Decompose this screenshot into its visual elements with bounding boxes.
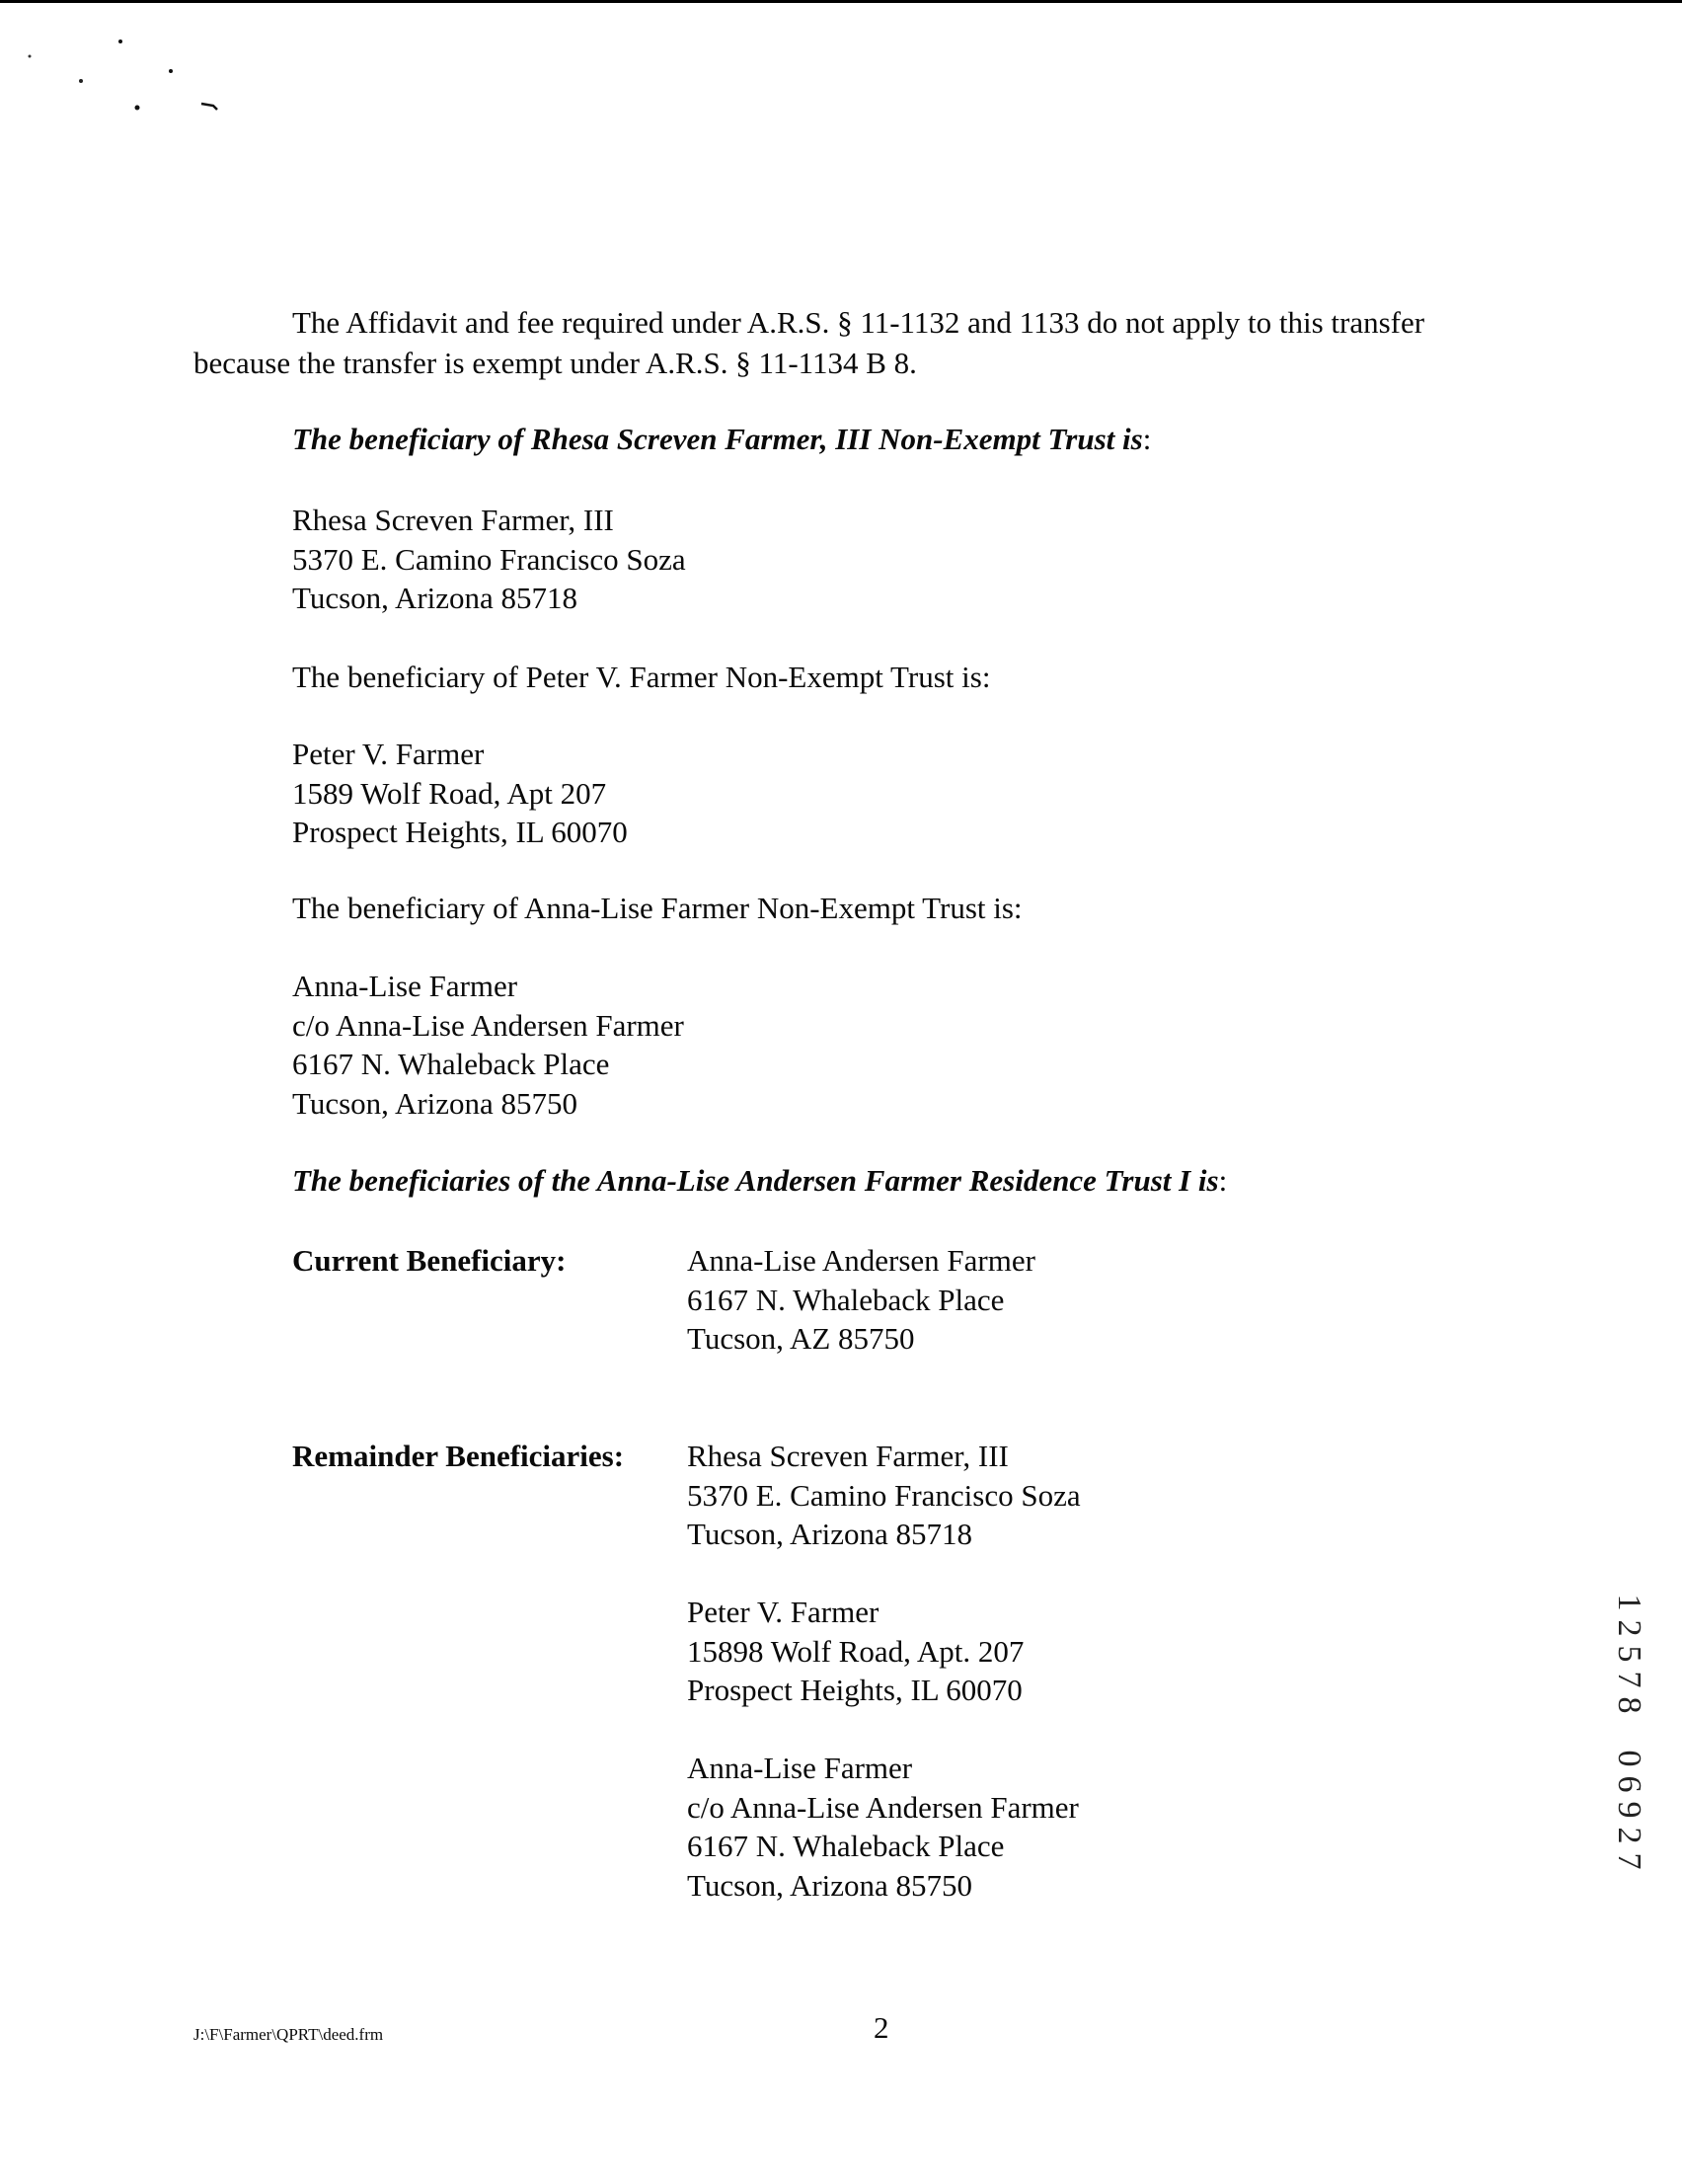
section4-heading: The beneficiaries of the Anna-Lise Andersen Farmer Residence Trust I is: [292, 1163, 1228, 1198]
page-number: 2 [874, 2010, 889, 2045]
remainder-beneficiary-1: Rhesa Screven Farmer, III 5370 E. Camino Francisco Soza Tucson, Arizona 85718 [687, 1439, 1081, 1551]
remainder-beneficiaries-label: Remainder Beneficiaries: [292, 1439, 625, 1473]
remainder-beneficiary-2: Peter V. Farmer 15898 Wolf Road, Apt. 207 Prospect Heights, IL 60070 [687, 1595, 1025, 1707]
intro-line-1: The Affidavit and fee required under A.R.S. § 11-1132 and 1133 do not apply to this transfer [292, 305, 1425, 340]
section3-heading: The beneficiary of Anna-Lise Farmer Non-Exempt Trust is: [292, 891, 1023, 925]
remainder-beneficiary-3: Anna-Lise Farmer c/o Anna-Lise Andersen Farmer 6167 N. Whaleback Place Tucson, Arizona 85750 [687, 1751, 1079, 1903]
section3-address: Anna-Lise Farmer c/o Anna-Lise Andersen Farmer 6167 N. Whaleback Place Tucson, Arizona 85750 [292, 969, 684, 1121]
current-beneficiary-label: Current Beneficiary: [292, 1243, 567, 1278]
margin-document-number: 1 2 5 7 8 0 6 9 2 7 [1611, 1594, 1647, 1870]
current-beneficiary-address: Anna-Lise Andersen Farmer 6167 N. Whaleback Place Tucson, AZ 85750 [687, 1243, 1035, 1356]
footer-file-path: J:\F\Farmer\QPRT\deed.frm [193, 2025, 384, 2044]
section1-heading: The beneficiary of Rhesa Screven Farmer, III Non-Exempt Trust is: [292, 422, 1152, 456]
section2-heading: The beneficiary of Peter V. Farmer Non-Exempt Trust is: [292, 660, 991, 694]
section2-address: Peter V. Farmer 1589 Wolf Road, Apt 207 Prospect Heights, IL 60070 [292, 737, 628, 849]
section1-address: Rhesa Screven Farmer, III 5370 E. Camino Francisco Soza Tucson, Arizona 85718 [292, 503, 686, 615]
intro-paragraph [193, 302, 1496, 383]
intro-line-2: because the transfer is exempt under A.R.S. § 11-1134 B 8. [193, 346, 917, 380]
